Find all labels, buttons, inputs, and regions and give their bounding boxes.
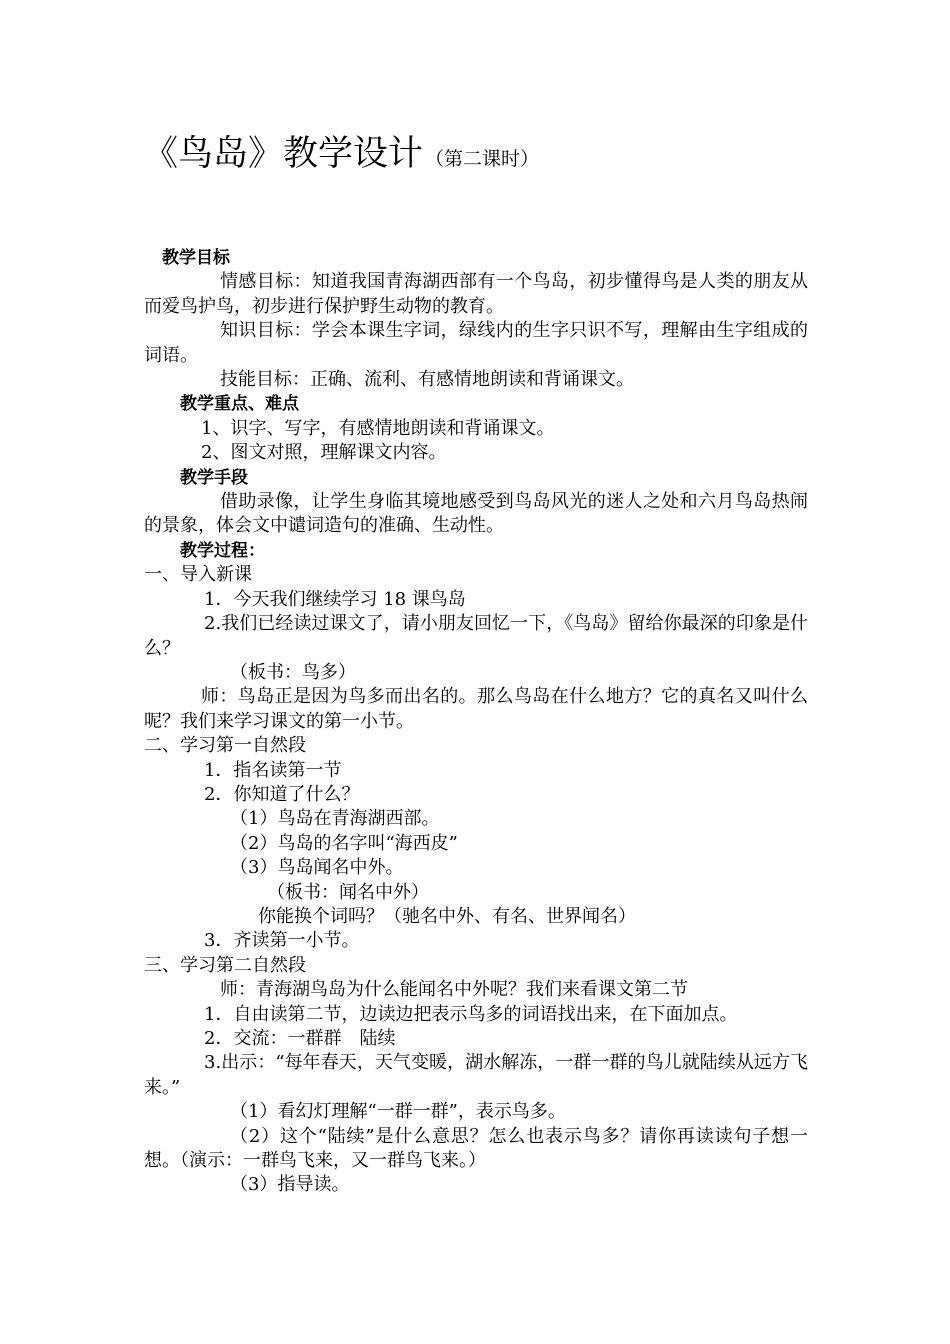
focus-item-1: 1、识字、写字，有感情地朗读和背诵课文。 (201, 417, 555, 439)
part2-step-3: 3．齐读第一小节。 (204, 930, 360, 952)
title-main: 《鸟岛》教学设计 (143, 134, 424, 174)
part2-swap: 你能换个词吗？（驰名中外、有名、世界闻名） (258, 905, 636, 927)
part2-answer-3: （3）鸟岛闻名中外。 (230, 857, 404, 879)
part1-teacher: 师：鸟岛正是因为鸟多而出名的。那么鸟岛在什么地方？它的真名又叫什么呢？我们来学习课文的第一小节。 (144, 686, 808, 732)
goal-knowledge: 知识目标：学会本课生字词，绿线内的生字只识不写，理解由生字组成的词语。 (144, 320, 808, 366)
part3-title: 三、学习第二自然段 (144, 954, 306, 976)
goal-emotion: 情感目标：知道我国青海湖西部有一个鸟岛，初步懂得鸟是人类的朋友从而爱鸟护鸟，初步进行保护野生动物的教育。 (144, 271, 808, 317)
part3-step-2: 2．交流：一群群 陆续 (204, 1028, 396, 1049)
document-body (144, 246, 808, 1198)
part1-board: （板书：鸟多） (230, 661, 356, 683)
part3-teacher: 师：青海湖鸟岛为什么能闻名中外呢？我们来看课文第二节 (220, 979, 688, 1001)
part2-answer-1: （1）鸟岛在青海湖西部。 (230, 808, 440, 830)
part1-step-2: 2.我们已经读过课文了，请小朋友回忆一下，《鸟岛》留给你最深的印象是什么？ (144, 613, 808, 659)
part2-title: 二、学习第一自然段 (144, 735, 306, 757)
part1-step-1: 1．今天我们继续学习 18 课鸟岛 (204, 588, 466, 610)
goals-heading: 教学目标 (162, 248, 230, 268)
means-text: 借助录像，让学生身临其境地感受到鸟岛风光的迷人之处和六月鸟岛热闹的景象，体会文中谴词造句的准确、生动性。 (144, 491, 808, 537)
part3-sub-3: （3）指导读。 (230, 1174, 350, 1196)
part1-title: 一、导入新课 (144, 564, 252, 586)
title-subtitle: （第二课时） (425, 148, 540, 170)
part2-step-2: 2．你知道了什么？ (204, 783, 360, 805)
means-heading: 教学手段 (180, 467, 248, 488)
part2-step-1: 1．指名读第一节 (204, 759, 342, 781)
part3-step-1: 1．自由读第二节，边读边把表示鸟多的词语找出来，在下面加点。 (204, 1003, 738, 1025)
goal-skill: 技能目标：正确、流利、有感情地朗读和背诵课文。 (220, 369, 634, 391)
process-heading: 教学过程： (180, 540, 265, 561)
document-title (143, 126, 539, 176)
part2-board: （板书：闻名中外） (267, 881, 429, 903)
focus-heading: 教学重点、难点 (180, 394, 299, 415)
part2-answer-2: （2）鸟岛的名字叫“海西皮” (230, 832, 458, 854)
focus-item-2: 2、图文对照，理解课文内容。 (201, 442, 447, 464)
part3-step-3: 3.出示：“每年春天，天气变暖，湖水解冻，一群一群的鸟儿就陆续从远方飞来。” (144, 1052, 808, 1098)
part3-sub-1: （1）看幻灯理解“一群一群”，表示鸟多。 (230, 1101, 566, 1123)
part3-sub-2: （2）这个“陆续”是什么意思？怎么也表示鸟多？请你再读读句子想一想。（演示：一群鸟飞来，又一群鸟飞来。） (144, 1125, 808, 1172)
